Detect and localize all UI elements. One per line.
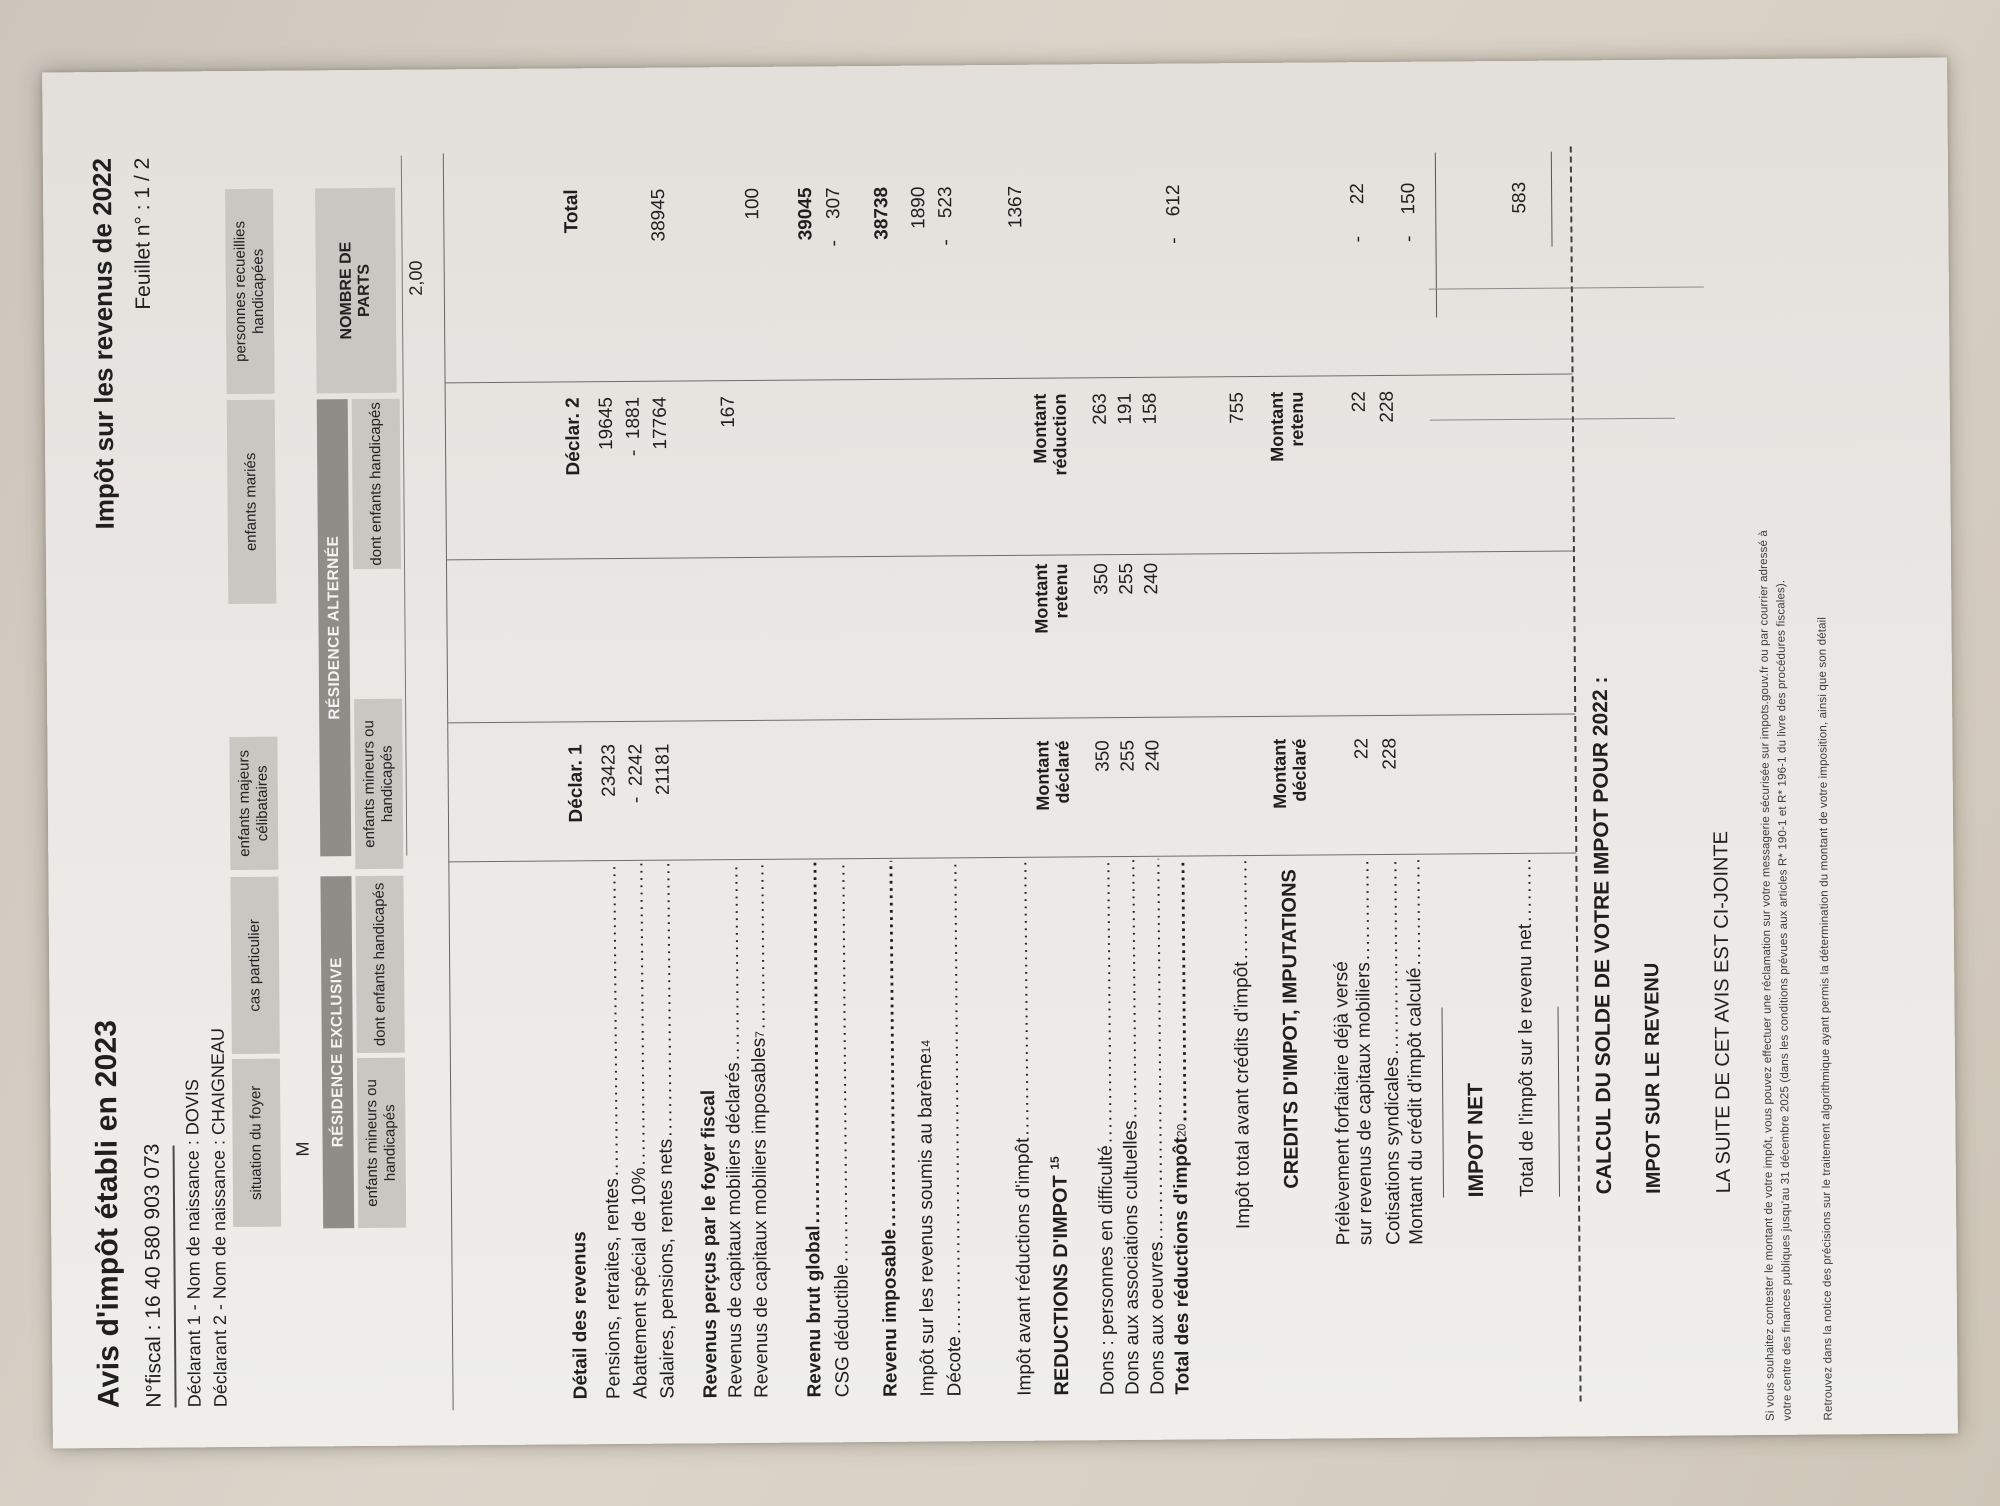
dot-leader bbox=[719, 862, 747, 1060]
separator-segment bbox=[1551, 152, 1553, 247]
dot-leader bbox=[624, 863, 652, 1166]
dot-leader bbox=[1512, 856, 1539, 922]
dot-leader bbox=[1091, 859, 1119, 1143]
dot-leader bbox=[745, 862, 772, 1029]
table-row: Dons : personnes en difficulté ..... 350 350 263 bbox=[1086, 148, 1122, 1405]
residence-exclusive-bar: RÉSIDENCE EXCLUSIVE bbox=[320, 876, 354, 1228]
tax-year-title: Impôt sur les revenus de 2022 bbox=[86, 157, 120, 530]
impot-sur-le-revenu-title: IMPOT SUR LE REVENU bbox=[1641, 962, 1665, 1194]
total-net-row: Total de l'impôt sur le revenu net ..... 583 bbox=[1507, 145, 1543, 1402]
col-header-total: Total bbox=[561, 189, 583, 234]
col-header-declarant2: Déclar. 2 bbox=[562, 397, 585, 476]
table-top-border bbox=[443, 153, 454, 1410]
separator-segment bbox=[1435, 153, 1437, 318]
table-header-row bbox=[559, 152, 595, 1409]
table-row: Revenu imposable ..... 38738 bbox=[869, 150, 905, 1407]
separator-segment bbox=[1442, 1008, 1444, 1198]
table-row: Impôt total avant crédits d'impôt ..... 755 bbox=[1223, 147, 1259, 1404]
section-detail-title: Détail des revenus bbox=[569, 1231, 592, 1400]
nombre-de-parts-header: NOMBRE DE PARTS bbox=[315, 188, 397, 394]
table-row: Dons aux associations cultuelles ..... 255 255 191 bbox=[1111, 148, 1147, 1405]
montant-headers-credits: Montant déclaré Montant retenu bbox=[1266, 391, 1310, 809]
situation-value: M bbox=[292, 1141, 313, 1157]
table-row: Total des réductions d'impôt 20 ..... - 612 bbox=[1161, 148, 1197, 1405]
solde-column-line bbox=[1430, 418, 1675, 421]
declarant-2: Déclarant 2 - Nom de naissance : CHAIGNEAU bbox=[207, 1027, 231, 1408]
dot-leader bbox=[651, 863, 679, 1137]
calcul-solde-title: CALCUL DU SOLDE DE VOTRE IMPOT POUR 2022 : bbox=[1588, 676, 1616, 1195]
dot-leader bbox=[874, 861, 903, 1227]
table-row: Salaires, pensions, rentes nets ..... 21181 17764 38945 bbox=[646, 152, 682, 1409]
dot-leader bbox=[1228, 858, 1255, 960]
enfants-maries-header: enfants mariés bbox=[227, 400, 277, 604]
dot-leader bbox=[938, 860, 968, 1334]
col-header-declarant1: Déclar. 1 bbox=[565, 744, 588, 823]
table-row: Abattement spécial de 10% ..... - 2242 - 1881 bbox=[619, 152, 655, 1409]
dot-leader bbox=[597, 863, 625, 1176]
cas-particulier-header: cas particulier bbox=[230, 877, 279, 1054]
table-row: Prélèvement forfaitaire déjà versé bbox=[1331, 961, 1355, 1246]
personnes-recueillies-header: personnes recueillies handicapées bbox=[225, 189, 275, 394]
dashed-separator bbox=[1570, 146, 1582, 1401]
residence-alternee-bar: RÉSIDENCE ALTERNÉE bbox=[317, 399, 352, 856]
sheet-number: Feuillet n° : 1 / 2 bbox=[130, 157, 155, 310]
header-rule bbox=[173, 1145, 177, 1407]
page-title: Avis d'impôt établi en 2023 bbox=[89, 1019, 126, 1409]
dot-leader bbox=[1401, 857, 1428, 966]
section-reductions-title: REDUCTIONS D'IMPOT $^{15}$ bbox=[1047, 1156, 1074, 1396]
alternee-dont-header: dont enfants handicapés bbox=[352, 399, 401, 569]
situation-du-foyer-header: situation du foyer bbox=[232, 1059, 281, 1227]
solde-column-line bbox=[1429, 286, 1704, 289]
table-row: Revenus de capitaux mobiliers déclarés ..... 167 bbox=[714, 151, 750, 1408]
fiscal-number: N°fiscal : 16 40 580 903 073 bbox=[140, 1143, 166, 1408]
exclusive-mineurs-header: enfants mineurs ou handicapés bbox=[357, 1058, 406, 1228]
table-row: Impôt sur les revenus soumis au barème 14 1890 bbox=[908, 186, 939, 1397]
legal-fine-print-line2: votre centre des finances publiques jusqu'au 31 décembre 2025 (dans les conditions prévues aux articles R* 190-1 et R* 196-1 du livre des procédures fiscales). bbox=[1775, 579, 1794, 1421]
exclusive-dont-header: dont enfants handicapés bbox=[355, 876, 404, 1053]
tax-notice-page bbox=[42, 58, 1958, 1449]
dot-leader bbox=[798, 861, 827, 1223]
nombre-de-parts-value: 2,00 bbox=[405, 260, 426, 296]
dot-leader bbox=[1116, 859, 1144, 1119]
table-row: sur revenus de capitaux mobiliers ..... 22 22 - 22 bbox=[1345, 146, 1381, 1403]
table-row: CSG déductible ..... - 307 bbox=[821, 150, 857, 1407]
table-row: Revenu brut global ..... 39045 bbox=[793, 150, 829, 1407]
impot-net-title: IMPOT NET bbox=[1464, 1082, 1489, 1198]
separator-segment bbox=[1558, 1007, 1560, 1197]
declarant-1: Déclarant 1 - Nom de naissance : DOVIS bbox=[182, 1079, 205, 1408]
table-row: Dons aux oeuvres ..... 240 240 158 bbox=[1136, 148, 1172, 1405]
table-row: Pensions, retraites, rentes ..... 23423 19645 bbox=[592, 152, 628, 1409]
enfants-majeurs-header: enfants majeurs célibataires bbox=[229, 737, 278, 870]
table-row: Montant du crédit d'impôt calculé ..... - 150 bbox=[1396, 146, 1432, 1403]
table-row: Décote ..... - 523 bbox=[933, 149, 969, 1406]
legal-fine-print-line1: Si vous souhaitez contester le montant de votre impôt, vous pouvez effectuer une réclamation sur votre messagerie sécurisée sur impots.gouv.fr ou par courrier adressé à bbox=[1757, 530, 1777, 1422]
table-row: Cotisations syndicales ..... 228 228 bbox=[1373, 146, 1409, 1403]
dot-leader bbox=[1008, 860, 1036, 1136]
legal-fine-print-line3: Retrouvez dans la notice des précisions sur le traitement algorithmique ayant permis la détermination du montant de votre imposition, ainsi que son détail bbox=[1816, 616, 1835, 1421]
montant-headers-reductions: Montant déclaré Montant retenu Montant réduction bbox=[1029, 393, 1073, 811]
dot-leader bbox=[1166, 858, 1194, 1121]
table-row: Impôt avant réductions d'impôt ..... 1367 bbox=[1003, 149, 1039, 1406]
section-credits-title: CREDITS D'IMPOT, IMPUTATIONS bbox=[1278, 869, 1303, 1189]
alternee-mineurs-header: enfants mineurs ou handicapés bbox=[354, 699, 403, 869]
table-row: Revenus de capitaux mobiliers imposables 7 ..... 100 bbox=[740, 151, 776, 1408]
section-foyer-title: Revenus perçus par le foyer fiscal bbox=[698, 1089, 722, 1399]
dot-leader bbox=[1350, 857, 1377, 960]
suite-avis-note: LA SUITE DE CET AVIS EST CI-JOINTE bbox=[1710, 830, 1735, 1194]
dot-leader bbox=[826, 861, 855, 1262]
